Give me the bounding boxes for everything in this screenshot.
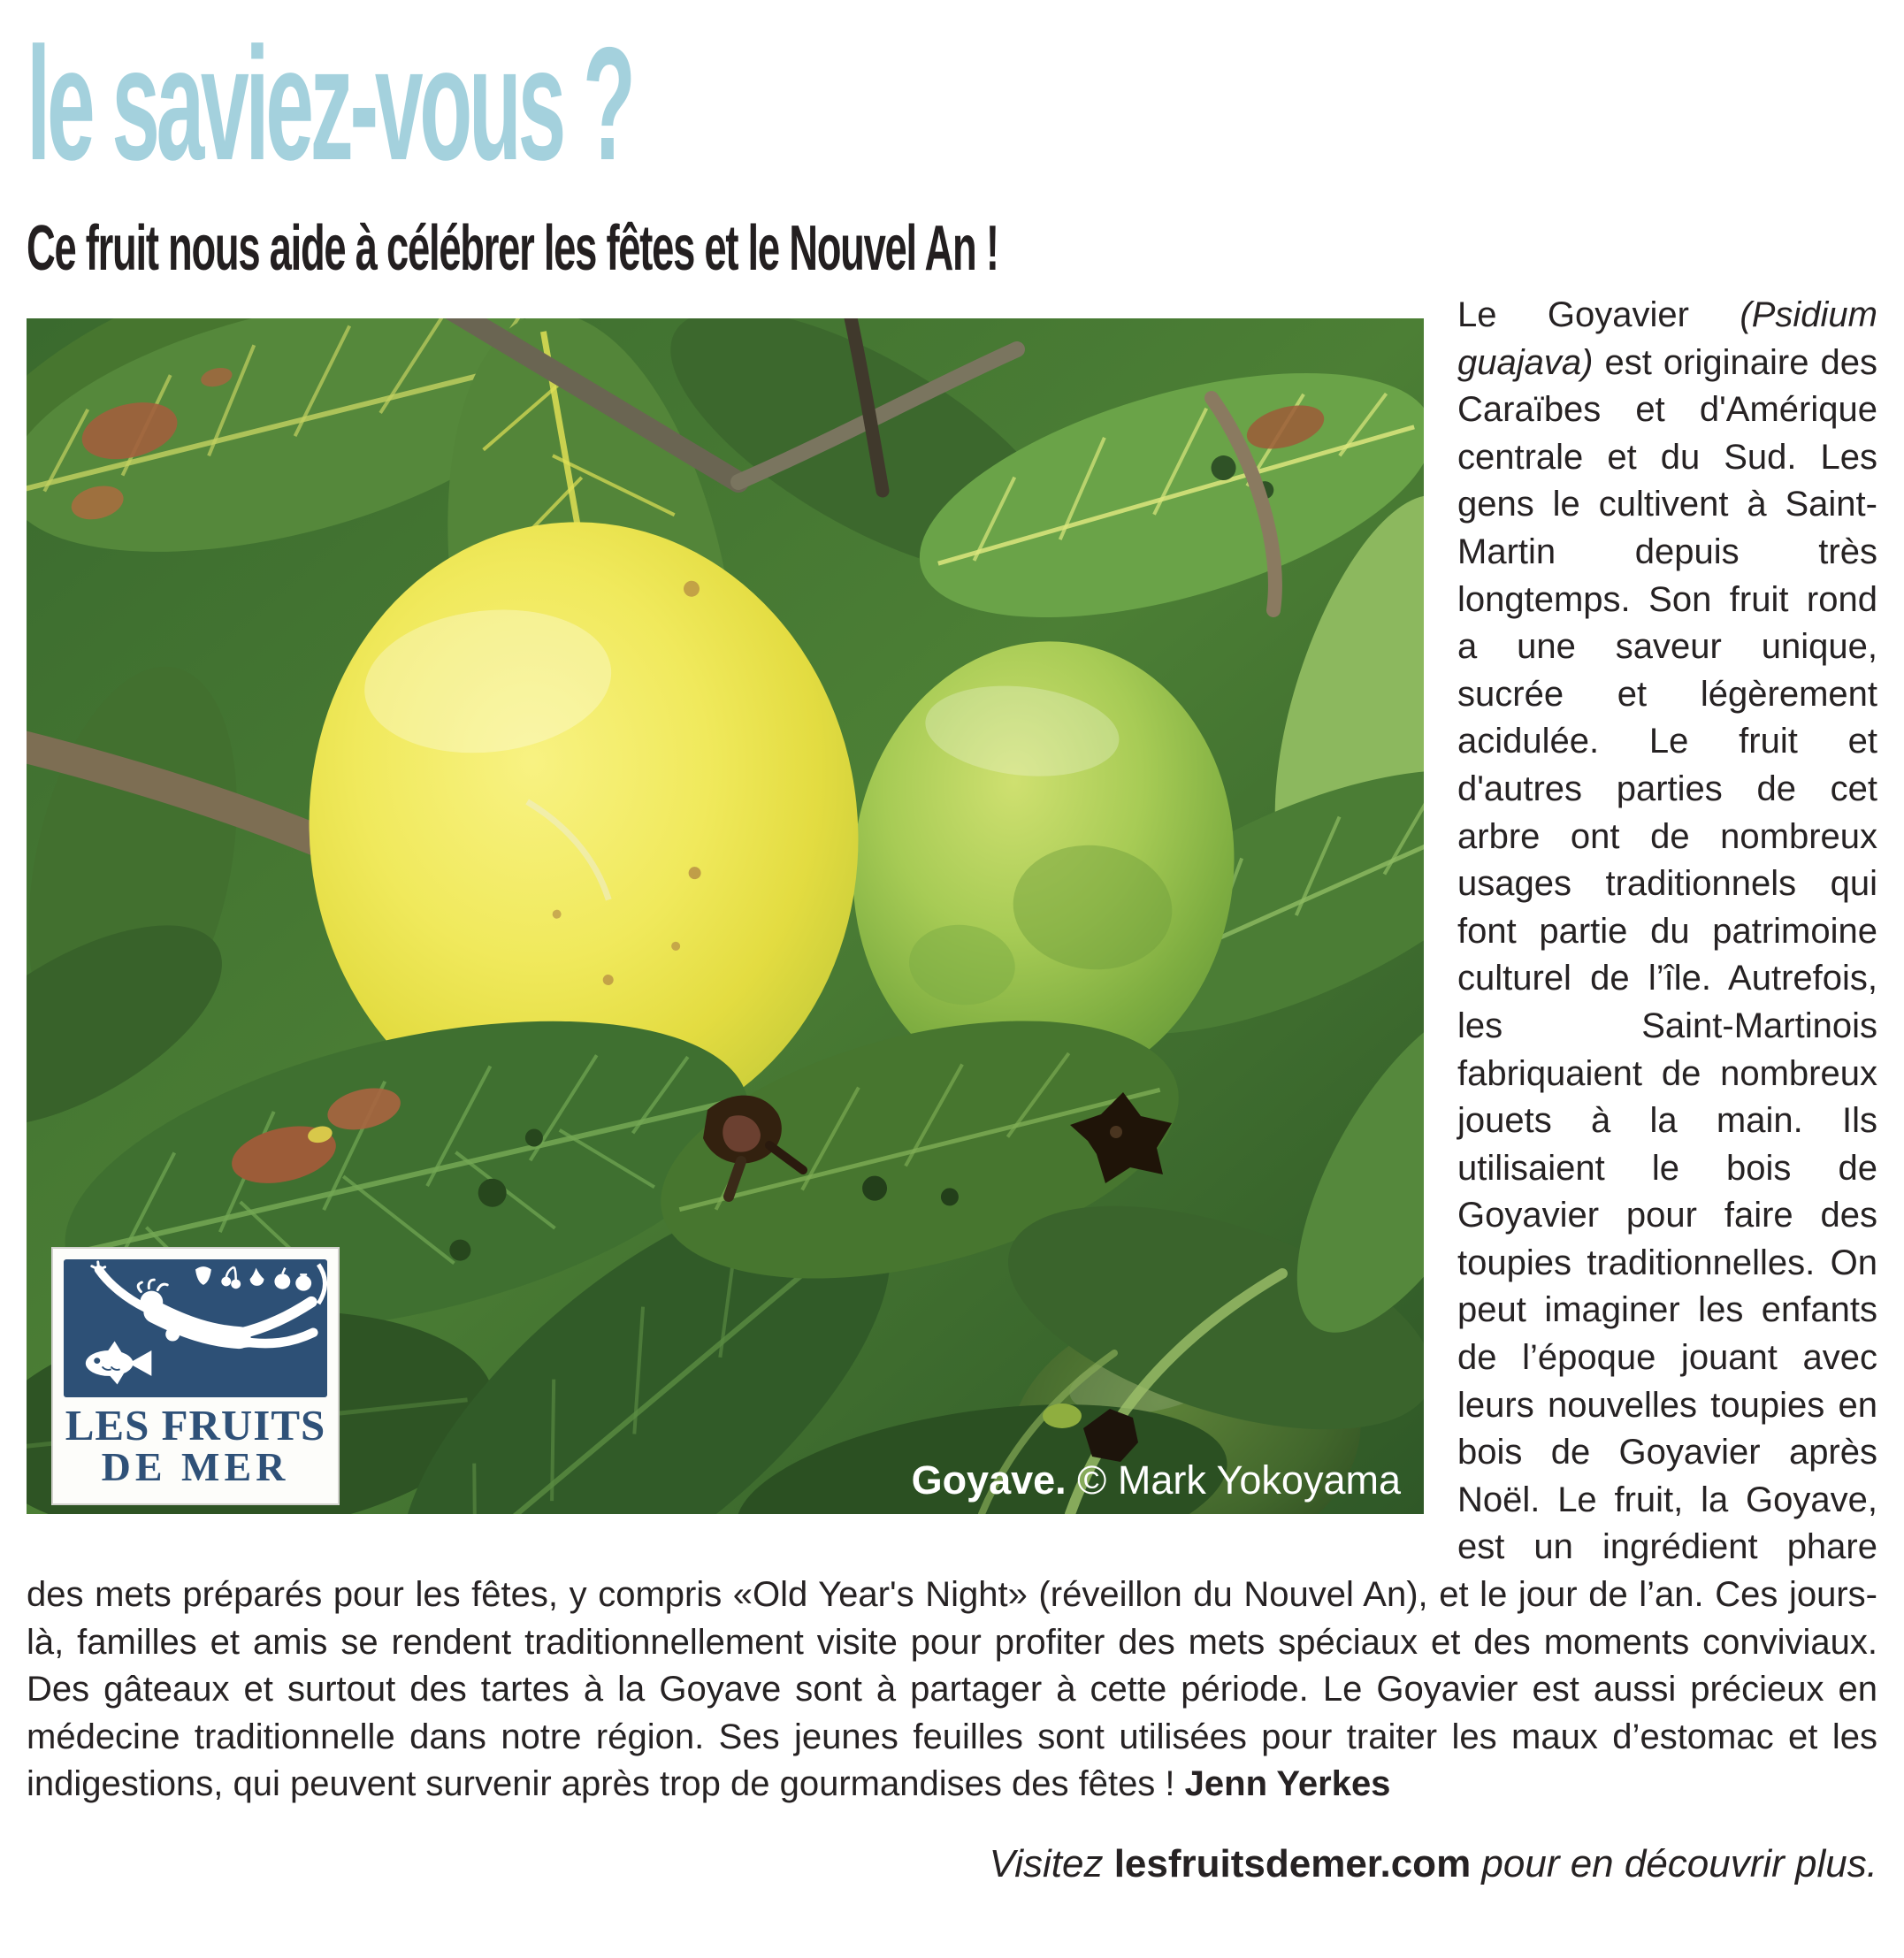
logo-text-line1: LES FRUITS xyxy=(65,1401,326,1449)
logo-artwork xyxy=(64,1259,327,1397)
article-headline: Ce fruit nous aide à célébrer les fêtes et le Nouvel An ! xyxy=(27,213,998,284)
footer-post-text: pour en découvrir plus. xyxy=(1471,1842,1877,1885)
logo-text-line2: DE MER xyxy=(101,1444,290,1490)
article-text-part2: est originaire des Caraïbes et d'Amérique centrale et du Sud. Les gens le cultivent à Saint-Martin depuis très longtemps. Son fruit rond a une saveur unique, sucrée et légèrement acidulée. Le fruit et d'autres parties de cet arbre ont de nombreux usages traditionnels qui font partie du patrimoine culturel de l’île. Autrefois, les Saint-Martinois fabriquaient de nombreux jouets à la main. Ils utilisaient le bois de Goyavier pour faire des toupies traditionnelles. On peut imaginer les enfants de l’époque jouant avec leurs nouvelles toupies en bois de Goyavier après Noël. Le fruit, la Goyave, est un ingrédient phare des mets préparés pour les fêtes, y compris «Old Year's Night» (réveillon du Nouvel An), et le jour de l’an. Ces jours-là, familles et amis se rendent traditionnellement visite pour profiter des mets spéciaux et des moments conviviaux. Des gâteaux et surtout des tartes à la Goyave sont à partager à cette période. Le Goyavier est aussi précieux en médecine traditionnelle dans notre région. Ses jeunes feuilles sont utilisées pour traiter les maux d’estomac et les indigestions, qui peuvent survenir après trop de gourmandises des fêtes ! xyxy=(27,342,1877,1804)
article-byline: Jenn Yerkes xyxy=(1184,1764,1391,1804)
guava-photo xyxy=(27,318,1424,1514)
latin-species-name: (Psidium guajava) xyxy=(1457,295,1877,382)
logo-text xyxy=(64,1401,327,1490)
footer-website-domain: lesfruitsdemer.com xyxy=(1113,1842,1472,1885)
footer-pre-text: Visitez xyxy=(989,1842,1114,1885)
photo-caption xyxy=(911,1457,1401,1503)
les-fruits-de-mer-logo xyxy=(51,1247,340,1505)
page-title: le saviez-vous ? xyxy=(27,13,632,194)
footer-note xyxy=(27,1809,1877,1891)
photo-caption-credit: © Mark Yokoyama xyxy=(1077,1457,1401,1503)
article-text-part1: Le Goyavier xyxy=(1457,295,1740,334)
article-body-container xyxy=(27,292,1877,1891)
photo-caption-title: Goyave. xyxy=(911,1457,1078,1503)
